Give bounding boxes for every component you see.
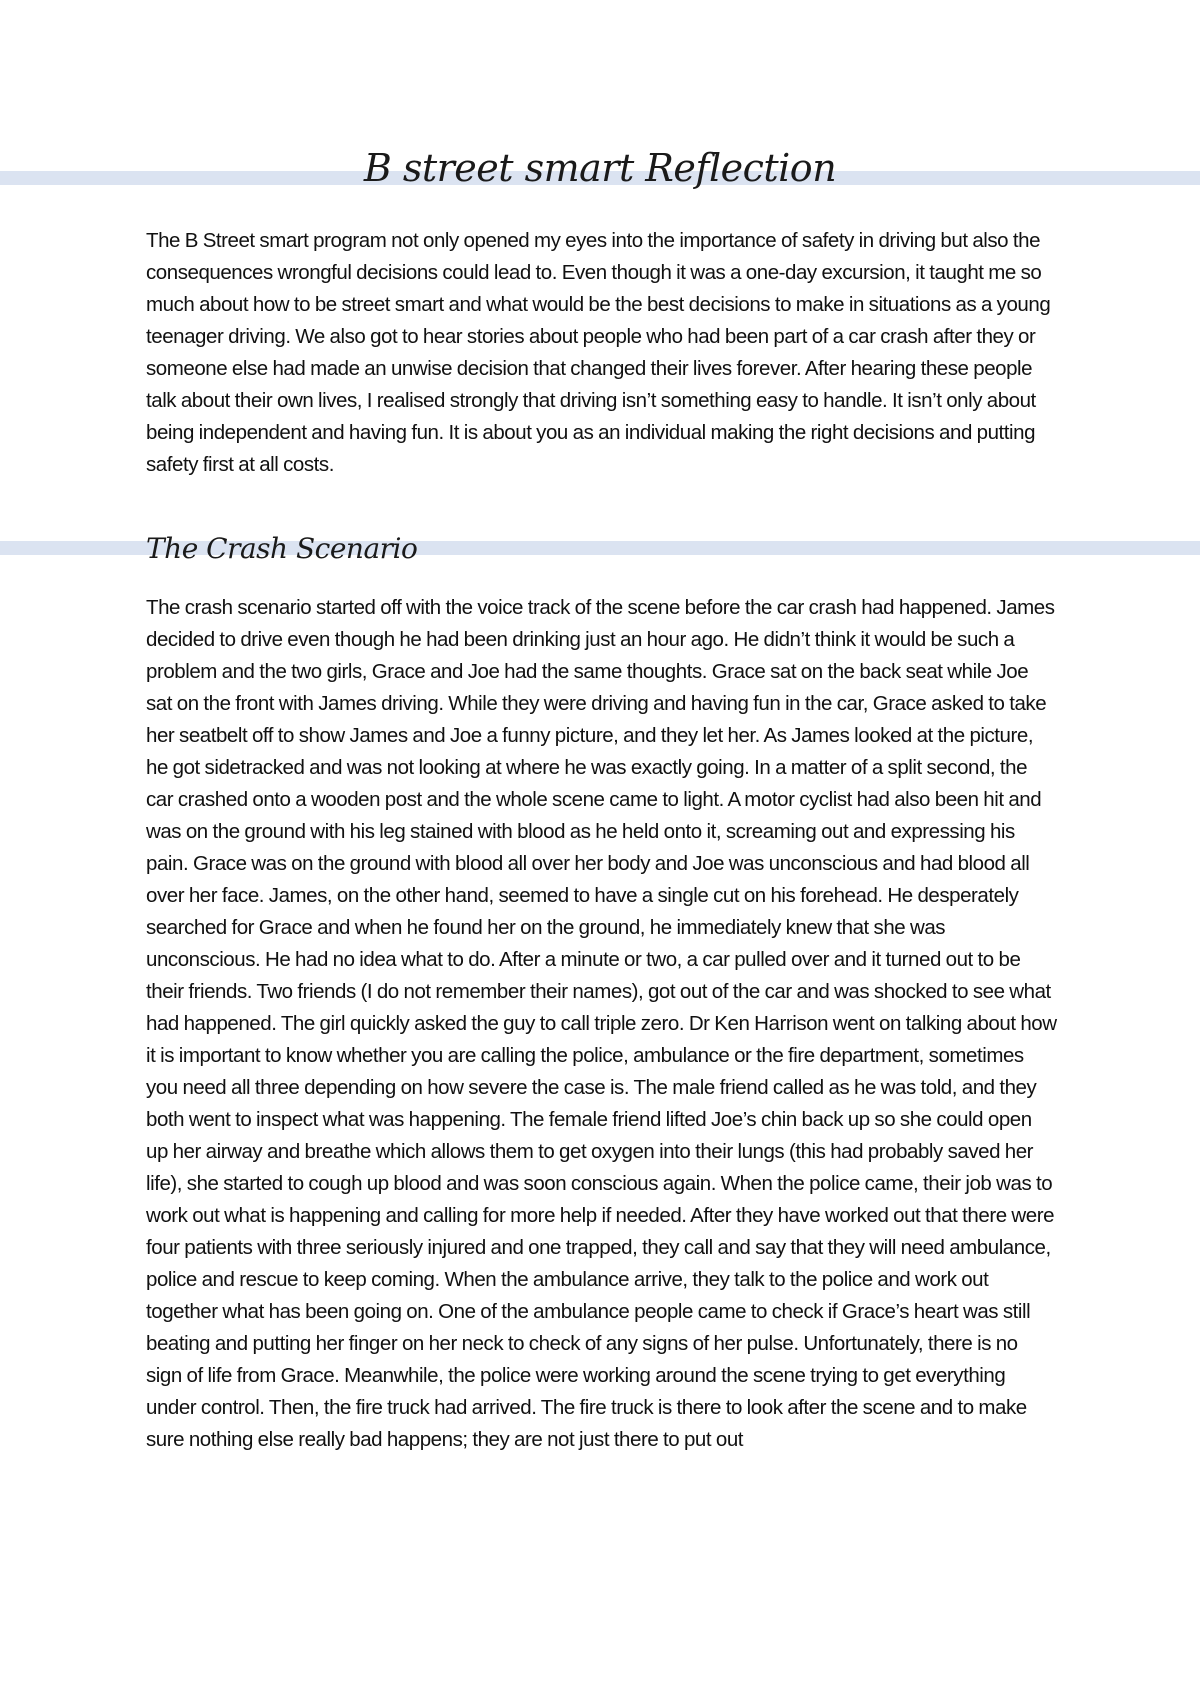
document-title: B street smart Reflection bbox=[363, 146, 837, 190]
section-heading-crash-scenario: The Crash Scenario bbox=[146, 532, 418, 565]
intro-paragraph: The B Street smart program not only opened my eyes into the importance of safety in driving but also the consequences wrongful decisions could lead to. Even though it was a one-day excursion, it taught me so much about how to be street smart and what would be the best decisions to make in situations as a young teenager driving. We also got to hear stories about people who had been part of a car crash after they or someone else had made an unwise decision that changed their lives forever. After hearing these people talk about their own lives, I realised strongly that driving isn’t something easy to handle. It isn’t only about being independent and having fun. It is about you as an individual making the right decisions and putting safety first at all costs. bbox=[146, 229, 1051, 476]
crash-scenario-paragraph: The crash scenario started off with the voice track of the scene before the car crash had happened. James decided to drive even though he had been drinking just an hour ago. He didn’t think it would be such a problem and the two girls, Grace and Joe had the same thoughts. Grace sat on the back seat while Joe sat on the front with James driving. While they were driving and having fun in the car, Grace asked to take her seatbelt off to show James and Joe a funny picture, and they let her. As James looked at the picture, he got sidetracked and was not looking at where he was exactly going. In a matter of a split second, the car crashed onto a wooden post and the whole scene came to light. A motor cyclist had also been hit and was on the ground with his leg stained with blood as he held onto it, screaming out and expressing his pain. Grace was on the ground with blood all over her body and Joe was unconscious and had blood all over her face. James, on the other hand, seemed to have a single cut on his forehead. He desperately searched for Grace and when he found her on the ground, he immediately knew that she was unconscious. He had no idea what to do. After a minute or two, a car pulled over and it turned out to be their friends. Two friends (I do not remember their names), got out of the car and was shocked to see what had happened. The girl quickly asked the guy to call triple zero. Dr Ken Harrison went on talking about how it is important to know whether you are calling the police, ambulance or the fire department, sometimes you need all three depending on how severe the case is. The male friend called as he was told, and they both went to inspect what was happening. The female friend lifted Joe’s chin back up so she could open up her airway and breathe which allows them to get oxygen into their lungs (this had probably saved her life), she started to cough up blood and was soon conscious again. When the police came, their job was to work out what is happening and calling for more help if needed. After they have worked out that there were four patients with three seriously injured and one trapped, they call and say that they will need ambulance, police and rescue to keep coming. When the ambulance arrive, they talk to the police and work out together what has been going on. One of the ambulance people came to check if Grace’s heart was still beating and putting her finger on her neck to check of any signs of her pulse. Unfortunately, there is no sign of life from Grace. Meanwhile, the police were working around the scene trying to get everything under control. Then, the fire truck had arrived. The fire truck is there to look after the scene and to make sure nothing else really bad happens; they are not just there to put out bbox=[146, 596, 1057, 1451]
